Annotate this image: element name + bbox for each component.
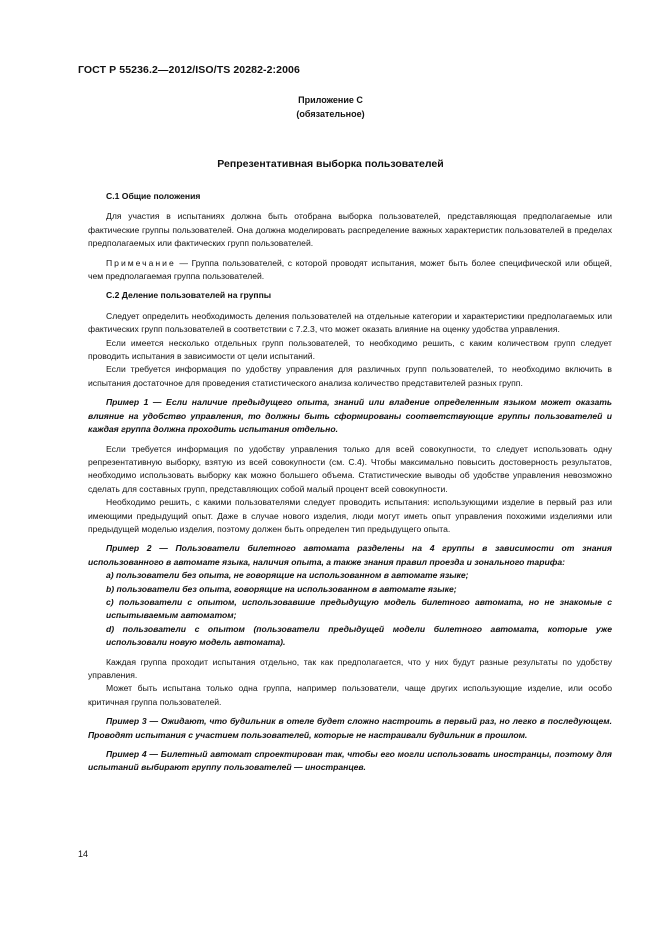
appendix-status: (обязательное) [296, 109, 365, 119]
example-2-item-c: c) пользователи с опытом, использовавшие предыдущую модель билетного автомата, но не знакомые с испытываемым автоматом; [106, 596, 612, 621]
paragraph: Если требуется информация по удобству управления для различных групп пользователей, то необходимо включить в испытания достаточное для проведения статистического анализа количество представителей разных групп. [88, 364, 612, 388]
paragraph: Для участия в испытаниях должна быть отобрана выборка пользователей, представляющая предполагаемые или фактические группы пользователей. Она должна моделировать распределение важных характеристик пользователей в пределах предполагаемых или фактических групп пользователей. [88, 211, 612, 249]
note-label: Примечание [106, 257, 176, 268]
example-4: Пример 4 — Билетный автомат спроектирован так, чтобы его могли использовать иностранцы, поэтому для испытаний выбирают группу пользователей — иностранцев. [88, 749, 612, 773]
page-number: 14 [78, 849, 89, 859]
example-2-item-a: a) пользователи без опыта, не говорящие на использованном в автомате языке; [106, 570, 469, 581]
body-text [88, 190, 612, 775]
paragraph: Если требуется информация по удобству управления только для всей совокупности, то следует использовать одну репрезентативную выборку, взятую из всей совокупности (см. С.4). Чтобы максимально повысить достоверность результатов, необходимо использовать выборку как можно большего объема. Статистические выводы об удобстве управления невозможно сделать для составных групп, представляющих собой малый процент всей совокупности. [88, 443, 612, 494]
paragraph: Если имеется несколько отдельных групп пользователей, то необходимо решить, с каким количеством групп следует проводить испытания в зависимости от цели испытаний. [88, 337, 612, 362]
paragraph: Необходимо решить, с какими пользователями следует проводить испытания: использующими изделие в первый раз или имеющими предыдущий опыт. Даже в случае нового изделия, люди могут иметь опыт управления похожими изделиями или предыдущей моделью изделия, поэтому должен быть определен тип предыдущего опыта. [88, 497, 612, 534]
example-2-intro: Пример 2 — Пользователи билетного автомата разделены на 4 группы в зависимости от знания использованного в автомате языка, наличия опыта, а также знания правил проезда и зонального тарифа: [88, 543, 612, 567]
section-heading-c2: С.2 Деление пользователей на группы [106, 290, 272, 301]
example-3: Пример 3 — Ожидают, что будильник в отеле будет сложно настроить в первый раз, но легко в последующем. Проводят испытания с участием пользователей, которые не настраивали будильник в прошлом. [88, 716, 612, 740]
section-heading-c1: С.1 Общие положения [106, 191, 201, 201]
example-2-item-d: d) пользователи с опытом (пользователи предыдущей модели билетного автомата, которые уже использовали новую модель автомата). [106, 623, 612, 648]
note-text: — Группа пользователей, с которой проводят испытания, может быть более специфической или общей, чем предполагаемая группа пользователей. [88, 257, 612, 282]
example-1: Пример 1 — Если наличие предыдущего опыта, знаний или владение определенным языком может оказать влияние на удобство управления, то должны быть сформированы соответствующие группы пользователей и каждая группа должна проходить испытания отдельно. [88, 397, 612, 435]
paragraph: Может быть испытана только одна группа, например пользователи, чаще других использующие изделие, или особо критичная группа пользователей. [88, 683, 612, 707]
note [88, 257, 612, 284]
paragraph: Следует определить необходимость деления пользователей на отдельные категории и характеристики предполагаемых или фактических групп пользователей в соответствии с 7.2.3, что может оказать влияние на оценку удобства управления. [88, 310, 612, 335]
standard-header: ГОСТ Р 55236.2—2012/ISO/TS 20282-2:2006 [78, 64, 300, 76]
paragraph: Каждая группа проходит испытания отдельно, так как предполагается, что у них будут разные результаты по удобству управления. [88, 656, 612, 680]
example-2-item-b: b) пользователи без опыта, говорящие на использованном в автомате языке; [106, 583, 457, 594]
appendix-label: Приложение С [298, 95, 363, 105]
page-title: Репрезентативная выборка пользователей [217, 158, 444, 170]
